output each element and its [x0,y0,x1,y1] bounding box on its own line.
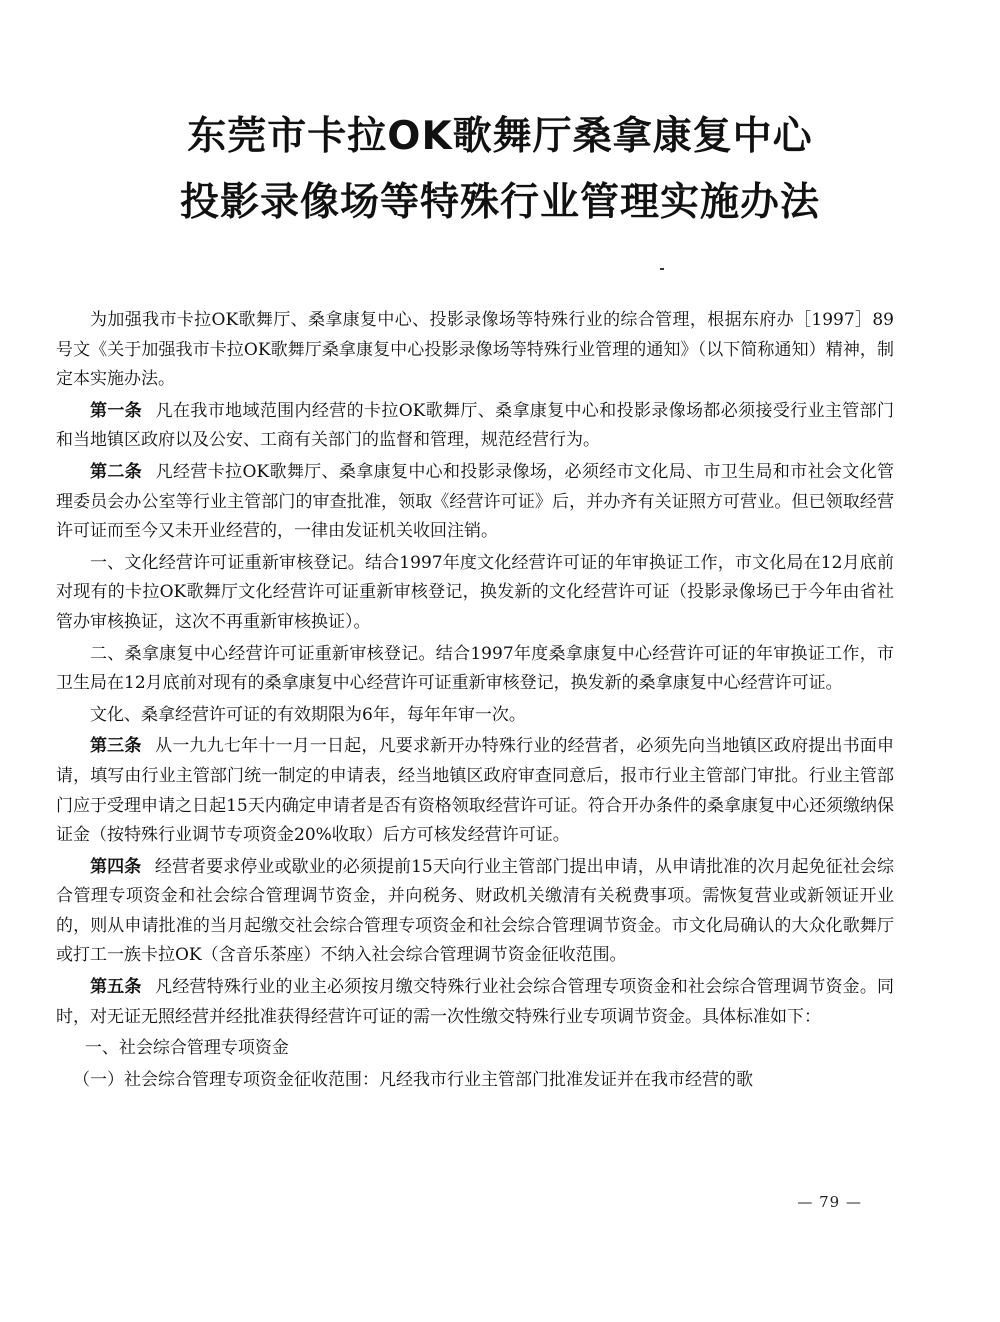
document-title-line-1: 东莞市卡拉OK歌舞厅桑拿康复中心 [187,114,813,159]
document-title-line-2: 投影录像场等特殊行业管理实施办法 [179,180,820,225]
article-3-heading: 第三条 [90,736,142,757]
article-5-item-1: 一、社会综合管理专项资金 [84,1038,289,1059]
article-2 [56,458,894,547]
article-4-text: 经营者要求停业或歇业的必须提前15天向行业主管部门提出申请，从申请批准的次月起免征社会综合管理专项资金和社会综合管理调节资金，并向税务、财政机关缴清有关税费事项。需恢复营业或新领证开业的，则从申请批准的当月起缴交社会综合管理专项资金和社会综合管理调节资金。市文化局确认的大众化歌舞厅或打工一族卡拉OK（含音乐茶座）不纳入社会综合管理调节资金征收范围。 [56,856,895,966]
article-1 [56,397,894,456]
article-1-heading: 第一条 [90,400,143,421]
article-5-text: 凡经营特殊行业的业主必须按月缴交特殊行业社会综合管理专项资金和社会综合管理调节资金。同时，对无证无照经营并经批准获得经营许可证的需一次性缴交特殊行业专项调节资金。具体标准如下： [56,977,895,1027]
article-2-item-1: 一、文化经营许可证重新审核登记。结合1997年度文化经营许可证的年审换证工作，市文化局在12月底前对现有的卡拉OK歌舞厅文化经营许可证重新审核登记，换发新的文化经营许可证（投影录像场已于今年由省社管办审核换证，这次不再重新审核换证）。 [56,552,894,632]
article-1-text: 凡在我市地域范围内经营的卡拉OK歌舞厅、桑拿康复中心和投影录像场都必须接受行业主管部门和当地镇区政府以及公安、工商有关部门的监督和管理，规范经营行为。 [56,400,894,451]
article-2-text: 凡经营卡拉OK歌舞厅、桑拿康复中心和投影录像场，必须经市文化局、市卫生局和市社会文化管理委员会办公室等行业主管部门的审查批准，领取《经营许可证》后，并办齐有关证照方可营业。但已领取经营许可证而至今又未开业经营的，一律由发证机关收回注销。 [56,461,894,542]
article-4 [56,853,894,971]
page-number: — 79 — [797,1193,862,1211]
article-4-heading: 第四条 [90,856,142,877]
article-5 [56,973,894,1032]
article-5-item-1-sub-1: （一）社会综合管理专项资金征收范围：凡经我市行业主管部门批准发证并在我市经营的歌 [73,1069,753,1090]
scan-speck [660,268,664,270]
article-5-heading: 第五条 [90,977,142,998]
article-2-validity: 文化、桑拿经营许可证的有效期限为6年，每年年审一次。 [90,704,526,725]
article-3 [56,732,894,850]
article-2-item-2: 二、桑拿康复中心经营许可证重新审核登记。结合1997年度桑拿康复中心经营许可证的年审换证工作，市卫生局在12月底前对现有的桑拿康复中心经营许可证重新审核登记，换发新的桑拿康复中心经营许可证。 [56,643,894,694]
article-2-heading: 第二条 [90,461,143,482]
intro-paragraph: 为加强我市卡拉OK歌舞厅、桑拿康复中心、投影录像场等特殊行业的综合管理，根据东府办［1997］89号文《关于加强我市卡拉OK歌舞厅桑拿康复中心投影录像场等特殊行业管理的通知》（以下简称通知）精神，制定本实施办法。 [56,310,894,390]
document-body [56,306,894,1097]
article-3-text: 从一九九七年十一月一日起，凡要求新开办特殊行业的经营者，必须先向当地镇区政府提出书面申请，填写由行业主管部门统一制定的申请表，经当地镇区政府审查同意后，报市行业主管部门审批。行业主管部门应于受理申请之日起15天内确定申请者是否有资格领取经营许可证。符合开办条件的桑拿康复中心还须缴纳保证金（按特殊行业调节专项资金20%收取）后方可核发经营许可证。 [56,736,895,846]
